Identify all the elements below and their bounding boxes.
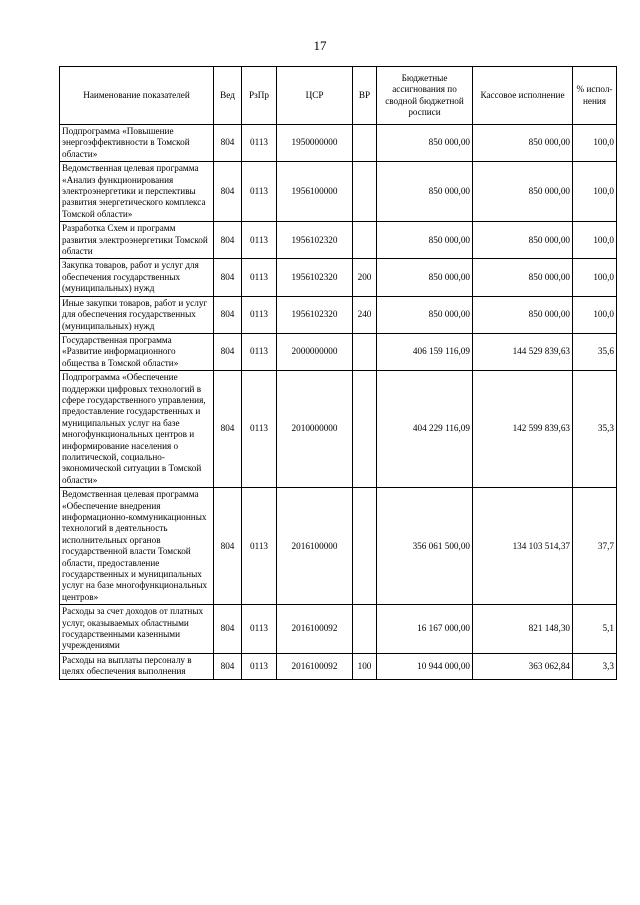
row-vr: 200 bbox=[353, 259, 377, 296]
row-pct: 100,0 bbox=[573, 259, 617, 296]
row-pct: 35,6 bbox=[573, 333, 617, 370]
row-name: Подпрограмма «Обеспечение поддержки цифровых технологий в сфере государственного управления, предоставление государственных и муниципальных услуг на базе многофункциональных центров и информирование населения о политической, социально-экономической ситуации в Томской области» bbox=[60, 371, 214, 488]
row-cash: 134 103 514,37 bbox=[473, 488, 573, 605]
header-vr: ВР bbox=[353, 67, 377, 125]
row-pct: 100,0 bbox=[573, 222, 617, 259]
table-row bbox=[60, 371, 617, 488]
row-pct: 100,0 bbox=[573, 162, 617, 222]
header-name: Наименование показателей bbox=[60, 67, 214, 125]
row-ved: 804 bbox=[214, 605, 242, 654]
header-ved: Вед bbox=[214, 67, 242, 125]
row-ved: 804 bbox=[214, 488, 242, 605]
header-pct: % испол-нения bbox=[573, 67, 617, 125]
row-name: Ведомственная целевая программа «Обеспечение внедрения информационно-коммуникационных технологий в деятельность исполнительных органов государственной власти Томской области, предоставление государственных и муниципальных услуг на базе многофункциональных центров» bbox=[60, 488, 214, 605]
row-csr: 2010000000 bbox=[277, 371, 353, 488]
row-ved: 804 bbox=[214, 222, 242, 259]
row-ved: 804 bbox=[214, 371, 242, 488]
table-row bbox=[60, 125, 617, 162]
row-budget: 850 000,00 bbox=[377, 125, 473, 162]
table-row bbox=[60, 605, 617, 654]
table-row bbox=[60, 333, 617, 370]
row-name: Ведомственная целевая программа «Анализ функционирования электроэнергетики и перспективы развития энергетического комплекса Томской области» bbox=[60, 162, 214, 222]
row-rzpr: 0113 bbox=[242, 162, 277, 222]
row-vr bbox=[353, 371, 377, 488]
row-rzpr: 0113 bbox=[242, 371, 277, 488]
row-csr: 1956100000 bbox=[277, 162, 353, 222]
row-csr: 1956102320 bbox=[277, 296, 353, 333]
table-row bbox=[60, 296, 617, 333]
row-budget: 850 000,00 bbox=[377, 259, 473, 296]
row-csr: 2016100092 bbox=[277, 653, 353, 679]
row-rzpr: 0113 bbox=[242, 259, 277, 296]
page-number: 17 bbox=[313, 38, 327, 53]
row-budget: 10 944 000,00 bbox=[377, 653, 473, 679]
row-budget: 406 159 116,09 bbox=[377, 333, 473, 370]
row-csr: 2000000000 bbox=[277, 333, 353, 370]
row-rzpr: 0113 bbox=[242, 653, 277, 679]
row-vr bbox=[353, 333, 377, 370]
table-row bbox=[60, 653, 617, 679]
row-vr bbox=[353, 125, 377, 162]
row-ved: 804 bbox=[214, 296, 242, 333]
row-csr: 1950000000 bbox=[277, 125, 353, 162]
row-vr: 240 bbox=[353, 296, 377, 333]
header-rzpr: РзПр bbox=[242, 67, 277, 125]
row-budget: 850 000,00 bbox=[377, 222, 473, 259]
row-name: Государственная программа «Развитие информационного общества в Томской области» bbox=[60, 333, 214, 370]
row-vr bbox=[353, 488, 377, 605]
row-budget: 850 000,00 bbox=[377, 162, 473, 222]
row-name: Расходы за счет доходов от платных услуг, оказываемых областными государственными казенными учреждениями bbox=[60, 605, 214, 654]
row-cash: 821 148,30 bbox=[473, 605, 573, 654]
row-vr bbox=[353, 605, 377, 654]
row-pct: 35,3 bbox=[573, 371, 617, 488]
header-budget: Бюджетные ассигнования по сводной бюджетной росписи bbox=[377, 67, 473, 125]
row-cash: 850 000,00 bbox=[473, 259, 573, 296]
row-pct: 100,0 bbox=[573, 125, 617, 162]
row-vr bbox=[353, 222, 377, 259]
row-rzpr: 0113 bbox=[242, 605, 277, 654]
row-ved: 804 bbox=[214, 125, 242, 162]
row-vr: 100 bbox=[353, 653, 377, 679]
row-rzpr: 0113 bbox=[242, 488, 277, 605]
row-cash: 850 000,00 bbox=[473, 162, 573, 222]
row-csr: 1956102320 bbox=[277, 259, 353, 296]
row-budget: 356 061 500,00 bbox=[377, 488, 473, 605]
row-pct: 37,7 bbox=[573, 488, 617, 605]
row-rzpr: 0113 bbox=[242, 125, 277, 162]
row-csr: 2016100092 bbox=[277, 605, 353, 654]
row-vr bbox=[353, 162, 377, 222]
row-ved: 804 bbox=[214, 259, 242, 296]
row-rzpr: 0113 bbox=[242, 333, 277, 370]
row-budget: 850 000,00 bbox=[377, 296, 473, 333]
row-pct: 100,0 bbox=[573, 296, 617, 333]
row-name: Подпрограмма «Повышение энергоэффективности в Томской области» bbox=[60, 125, 214, 162]
row-rzpr: 0113 bbox=[242, 222, 277, 259]
table-row bbox=[60, 259, 617, 296]
row-name: Разработка Схем и программ развития электроэнергетики Томской области bbox=[60, 222, 214, 259]
header-cash: Кассовое исполнение bbox=[473, 67, 573, 125]
row-cash: 850 000,00 bbox=[473, 222, 573, 259]
row-pct: 3,3 bbox=[573, 653, 617, 679]
row-csr: 1956102320 bbox=[277, 222, 353, 259]
row-cash: 142 599 839,63 bbox=[473, 371, 573, 488]
row-budget: 404 229 116,09 bbox=[377, 371, 473, 488]
row-pct: 5,1 bbox=[573, 605, 617, 654]
row-name: Закупка товаров, работ и услуг для обеспечения государственных (муниципальных) нужд bbox=[60, 259, 214, 296]
row-cash: 144 529 839,63 bbox=[473, 333, 573, 370]
table-row bbox=[60, 162, 617, 222]
row-name: Иные закупки товаров, работ и услуг для обеспечения государственных (муниципальных) нужд bbox=[60, 296, 214, 333]
table-row bbox=[60, 222, 617, 259]
header-csr: ЦСР bbox=[277, 67, 353, 125]
row-ved: 804 bbox=[214, 653, 242, 679]
row-cash: 363 062,84 bbox=[473, 653, 573, 679]
table-header-row bbox=[60, 67, 617, 125]
row-csr: 2016100000 bbox=[277, 488, 353, 605]
row-name: Расходы на выплаты персоналу в целях обеспечения выполнения bbox=[60, 653, 214, 679]
row-rzpr: 0113 bbox=[242, 296, 277, 333]
table-row bbox=[60, 488, 617, 605]
row-cash: 850 000,00 bbox=[473, 296, 573, 333]
row-ved: 804 bbox=[214, 162, 242, 222]
row-budget: 16 167 000,00 bbox=[377, 605, 473, 654]
budget-execution-table bbox=[59, 66, 617, 680]
row-ved: 804 bbox=[214, 333, 242, 370]
row-cash: 850 000,00 bbox=[473, 125, 573, 162]
